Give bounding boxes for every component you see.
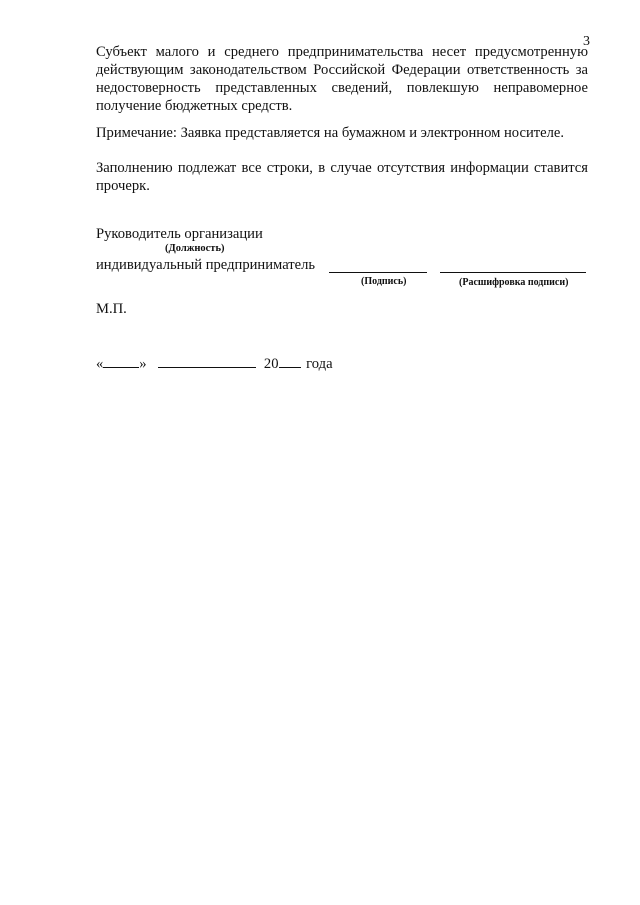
date-open-quote: «	[96, 356, 104, 372]
day-blank[interactable]	[103, 355, 139, 368]
date-close-quote: »	[139, 356, 147, 372]
year-blank[interactable]	[279, 355, 301, 368]
page-number: 3	[583, 34, 590, 49]
year-prefix: 20	[263, 356, 279, 372]
instruction-paragraph: Заполнению подлежат все строки, в случае отсутствия информации ставится прочерк.	[96, 160, 588, 194]
note-paragraph: Примечание: Заявка представляется на бумажном и электронном носителе.	[96, 125, 565, 141]
liability-paragraph: Субъект малого и среднего предпринимательства несет предусмотренную действующим законодательством Российской Федерации ответственность за недостоверность представленных сведений, повлекшую неправомерное получение бюджетных средств.	[96, 44, 588, 114]
month-blank[interactable]	[158, 355, 256, 368]
signature-decode-caption: (Расшифровка подписи)	[459, 277, 569, 288]
year-suffix: года	[306, 356, 333, 372]
stamp-place-label: М.П.	[96, 301, 127, 317]
head-title: Руководитель организации	[96, 226, 263, 242]
signature-decode-line[interactable]	[440, 272, 586, 273]
signature-line[interactable]	[329, 272, 427, 273]
entrepreneur-label: индивидуальный предприниматель	[96, 257, 316, 273]
signature-caption: (Подпись)	[361, 276, 407, 287]
date-row	[96, 355, 333, 373]
position-caption: (Должность)	[165, 243, 225, 254]
